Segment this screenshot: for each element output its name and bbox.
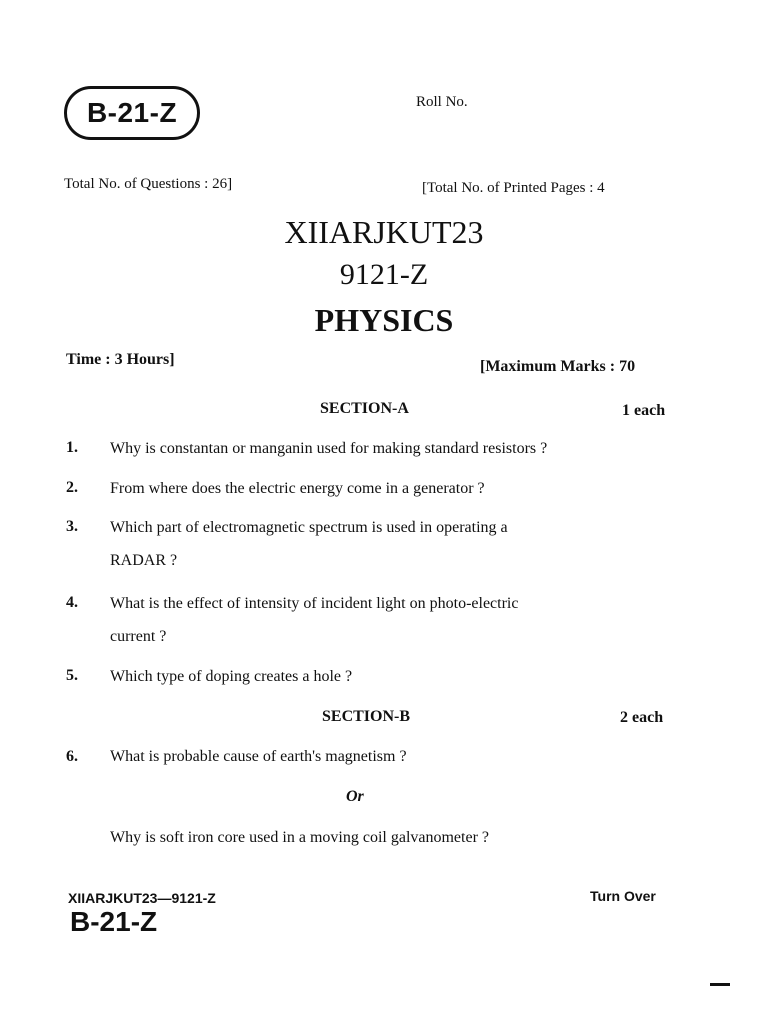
section-b-marks: 2 each (620, 709, 664, 726)
question-number: 3. (66, 518, 78, 535)
paper-number: 9121-Z (339, 258, 429, 291)
question-number: 5. (66, 667, 78, 684)
total-pages: [Total No. of Printed Pages : 4 (422, 180, 605, 196)
series-code: XIIARJKUT23 (284, 214, 484, 250)
question-alternative-text: Why is soft iron core used in a moving coil galvanometer ? (110, 829, 490, 846)
question-text: What is the effect of intensity of incident light on photo-electric (110, 595, 519, 612)
turn-over-label: Turn Over (590, 888, 656, 904)
section-b-heading: SECTION-B (322, 708, 411, 725)
question-text-continued: current ? (110, 628, 167, 645)
footer-code-line: XIIARJKUT23—9121-Z (68, 890, 216, 906)
footer-paper-code: B-21-Z (70, 906, 158, 937)
subject-title: PHYSICS (314, 302, 454, 338)
question-number: 1. (66, 439, 78, 456)
maximum-marks: [Maximum Marks : 70 (480, 358, 636, 375)
question-text: Which type of doping creates a hole ? (110, 668, 353, 685)
total-questions: Total No. of Questions : 26] (64, 176, 233, 192)
question-text: Why is constantan or manganin used for making standard resistors ? (110, 440, 548, 457)
question-text: Which part of electromagnetic spectrum is used in operating a (110, 519, 508, 536)
question-number: 4. (66, 594, 78, 611)
question-number: 6. (66, 748, 78, 765)
roll-no-label: Roll No. (416, 94, 468, 110)
question-text-continued: RADAR ? (110, 552, 178, 569)
question-text: From where does the electric energy come in a generator ? (110, 480, 485, 497)
question-number: 2. (66, 479, 78, 496)
paper-code: B-21-Z (86, 97, 178, 128)
paper-code-badge (64, 86, 200, 140)
question-text: What is probable cause of earth's magnetism ? (110, 748, 407, 765)
time-allowed: Time : 3 Hours] (66, 351, 175, 368)
section-a-marks: 1 each (622, 402, 666, 419)
or-separator: Or (346, 788, 364, 805)
section-a-heading: SECTION-A (320, 400, 409, 417)
page-edge-mark (710, 983, 730, 986)
